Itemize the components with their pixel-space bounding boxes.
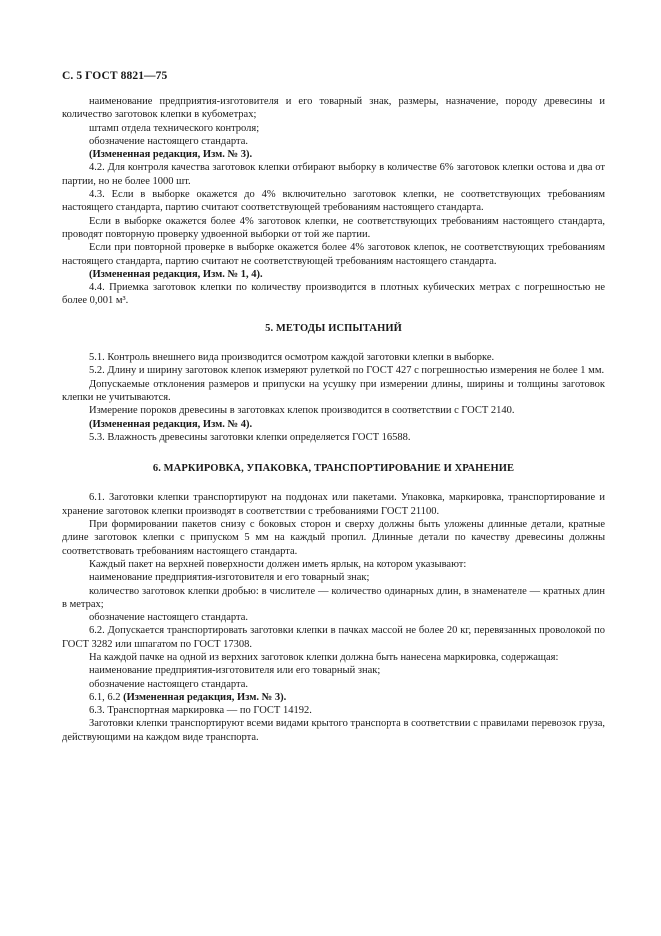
amendment-note: (Измененная редакция, Изм. № 1, 4). — [89, 268, 263, 280]
amendment-note: (Измененная редакция, Изм. № 4). — [89, 418, 253, 430]
paragraph: 4.4. Приемка заготовок клепки по количеству производится в плотных кубических метрах с погрешностью не более 0,001 м³. — [62, 282, 605, 307]
paragraph: обозначение настоящего стандарта. — [89, 135, 249, 147]
section-6-body — [62, 491, 605, 744]
paragraph: 5.3. Влажность древесины заготовки клепки определяется ГОСТ 16588. — [89, 431, 411, 443]
paragraph: 5.1. Контроль внешнего вида производится осмотром каждой заготовки клепки в выборке. — [89, 352, 495, 364]
paragraph: количество заготовок клепки дробью: в числителе — количество одинарных длин, в знаменателе — кратных длин в метрах; — [62, 585, 605, 610]
paragraph: Заготовки клепки транспортируют всеми видами крытого транспорта в соответствии с правилами перевозок груза, действующими на каждом виде транспорта. — [62, 718, 605, 743]
page-header: С. 5 ГОСТ 8821—75 — [62, 70, 168, 82]
paragraph: На каждой пачке на одной из верхних заготовок клепки должна быть нанесена маркировка, содержащая: — [89, 651, 559, 663]
paragraph: 6.1, 6.2 (Измененная редакция, Изм. № 3). — [89, 691, 287, 703]
paragraph: обозначение настоящего стандарта. — [89, 678, 249, 690]
paragraph: 6.1. Заготовки клепки транспортируют на поддонах или пакетами. Упаковка, маркировка, транспортирование и хранение заготовок клепки производят в соответствии с требованиями ГОСТ 21100. — [62, 492, 605, 517]
paragraph: Если в выборке окажется более 4% заготовок клепки, не соответствующих требованиям настоящего стандарта, проводят повторную проверку удвоенной выборки от той же партии. — [62, 215, 605, 240]
paragraph: наименование предприятия-изготовителя и его товарный знак; — [89, 572, 370, 584]
paragraph: 4.2. Для контроля качества заготовок клепки отбирают выборку в количестве 6% заготовок клепки остова и два от партии, но не более 1000 шт. — [62, 162, 605, 187]
document-body — [62, 95, 605, 744]
paragraph: 4.3. Если в выборке окажется до 4% включительно заготовок клепки, не соответствующих требованиям настоящего стандарта, партию считают соответствующей требованиям настоящего стандарта. — [62, 189, 605, 214]
paragraph: Если при повторной проверке в выборке окажется более 4% заготовок клепок, не соответствующих требованиям настоящего стандарта, партию считают не соответствующей требованиям настоящего стандарта. — [62, 242, 605, 267]
paragraph: наименование предприятия-изготовителя или его товарный знак; — [89, 665, 381, 677]
section-6-title: 6. МАРКИРОВКА, УПАКОВКА, ТРАНСПОРТИРОВАНИЕ И ХРАНЕНИЕ — [152, 463, 515, 475]
paragraph: Каждый пакет на верхней поверхности должен иметь ярлык, на котором указывают: — [89, 558, 467, 570]
paragraph: обозначение настоящего стандарта. — [89, 612, 249, 624]
amendment-note: (Измененная редакция, Изм. № 3). — [123, 691, 287, 703]
paragraph: наименование предприятия-изготовителя и его товарный знак, размеры, назначение, породу древесины и количество заготовок клепки в кубометрах; — [62, 96, 605, 121]
paragraph: 6.2. Допускается транспортировать заготовки клепки в пачках массой не более 20 кг, перевязанных проволокой по ГОСТ 3282 или шпагатом по ГОСТ 17308. — [62, 625, 605, 650]
section-5-body — [62, 351, 605, 444]
paragraph: штамп отдела технического контроля; — [89, 122, 260, 134]
section-5-title: 5. МЕТОДЫ ИСПЫТАНИЙ — [265, 322, 402, 334]
paragraph: Измерение пороков древесины в заготовках клепок производится в соответствии с ГОСТ 2140. — [89, 405, 515, 417]
section-4-continuation — [62, 95, 605, 308]
paragraph: 5.2. Длину и ширину заготовок клепок измеряют рулеткой по ГОСТ 427 с погрешностью измерения не более 1 мм. — [89, 365, 605, 377]
amendment-note: (Измененная редакция, Изм. № 3). — [89, 149, 253, 161]
paragraph: При формировании пакетов снизу с боковых сторон и сверху должны быть уложены длинные детали, кратные длине заготовок клепки с припуском 5 мм на каждый пропил. Длинные детали по качеству древесины должны соответствовать требованиям настоящего стандарта. — [62, 519, 605, 557]
paragraph: 6.3. Транспортная маркировка — по ГОСТ 14192. — [89, 705, 312, 717]
paragraph: Допускаемые отклонения размеров и припуски на усушку при измерении длины, ширины и толщины заготовок клепки не учитываются. — [62, 378, 605, 403]
